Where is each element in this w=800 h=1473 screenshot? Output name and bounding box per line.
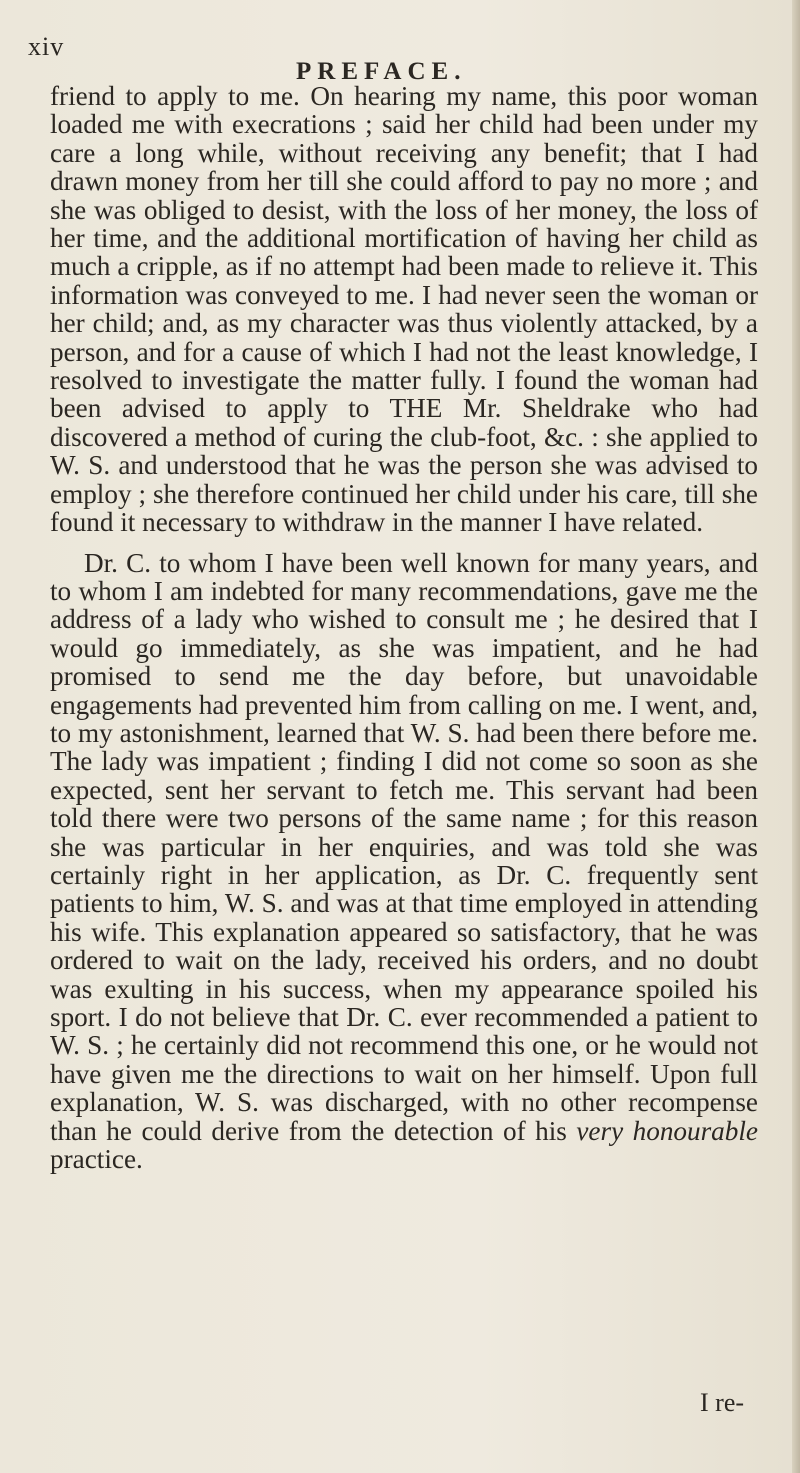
page-number: xiv <box>28 32 65 61</box>
page-edge <box>792 0 800 1473</box>
paragraph-2-italic: very honourable <box>576 1115 758 1146</box>
body-text <box>50 82 758 1173</box>
paragraph-2-body: Dr. C. to whom I have been well known for many years, and to whom I am indebted for many recommendations, gave me the address of a lady who wished to consult me ; he desired that I would go immediately, as she was impatient, and he had promised to send me the day before, but unavoidable engagements had prevented him from calling on me. I went, and, to my astonishment, learned that W. S. had been there before me. The lady was impatient ; finding I did not come so soon as she expected, sent her servant to fetch me. This servant had been told there were two persons of the same name ; for this reason she was particular in her enquiries, and was told she was certainly right in her application, as Dr. C. frequently sent patients to him, W. S. and was at that time employed in attending his wife. This explanation appeared so satisfactory, that he was ordered to wait on the lady, received his orders, and no doubt was exulting in his success, when my appearance spoiled his sport. I do not believe that Dr. C. ever recommended a patient to W. S. ; he certainly did not recommend this one, or he would not have given me the directions to wait on her himself. Upon full explanation, W. S. was discharged, with no other recompense than he could derive from the detection of his <box>50 547 758 1146</box>
running-head: PREFACE. <box>296 58 467 85</box>
paragraph-2-tail: practice. <box>50 1144 143 1175</box>
catchword: I re- <box>700 1388 745 1417</box>
page-header <box>0 14 800 85</box>
paragraph-2 <box>50 549 758 1174</box>
paragraph-1: friend to apply to me. On hearing my name, this poor woman loaded me with execrations ; said her child had been under my care a long while, without receiving any benefit; that I had drawn money from her till she could afford to pay no more ; and she was obliged to desist, with the loss of her money, the loss of her time, and the additional mortification of having her child as much a cripple, as if no attempt had been made to relieve it. This information was conveyed to me. I had never seen the woman or her child; and, as my character was thus violently attacked, by a person, and for a cause of which I had not the least knowledge, I resolved to investigate the matter fully. I found the woman had been advised to apply to THE Mr. Sheldrake who had discovered a method of curing the club-foot, &c. : she applied to W. S. and understood that he was the person she was advised to employ ; she therefore continued her child under his care, till she found it necessary to withdraw in the manner I have related. <box>50 81 758 538</box>
